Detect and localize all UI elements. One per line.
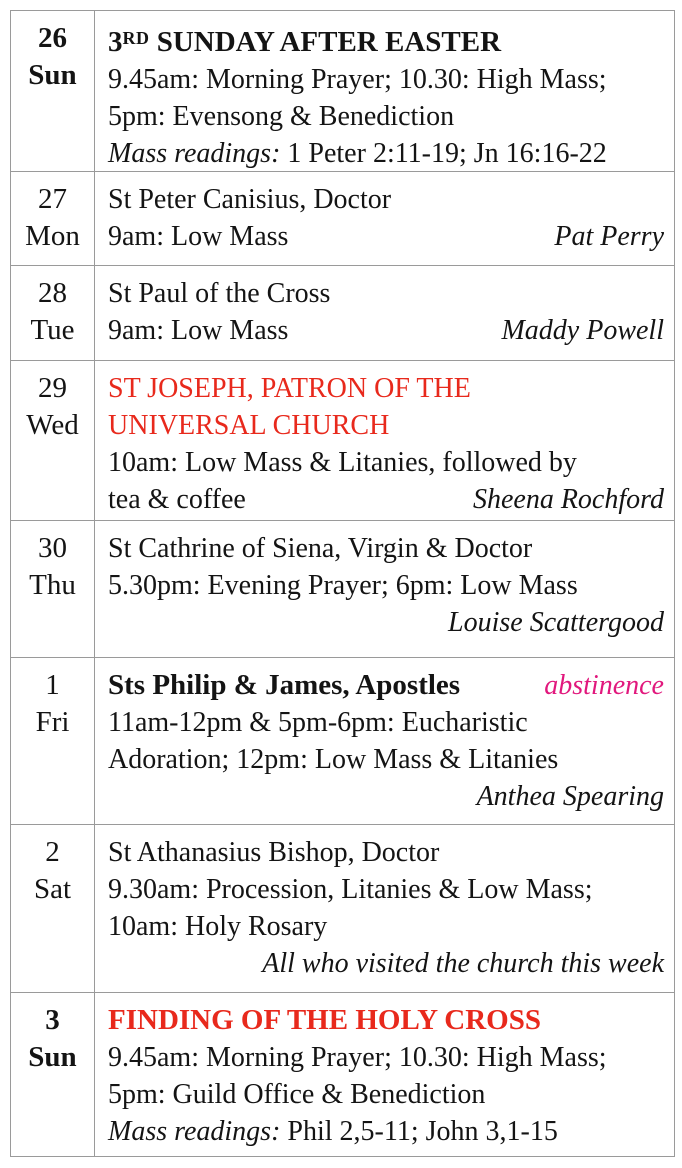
feast-title: St Athanasius Bishop, Doctor: [108, 837, 440, 868]
date-cell: [11, 172, 95, 265]
feast-title-line: [108, 667, 664, 704]
date-number: 27: [38, 183, 67, 215]
weekly-services-table: [10, 10, 675, 1157]
service-line: 9.30am: Procession, Litanies & Low Mass;: [108, 874, 593, 905]
feast-title: St Paul of the Cross: [108, 278, 331, 309]
service-time: 9am: Low Mass: [108, 221, 289, 252]
feast-title: St Cathrine of Siena, Virgin & Doctor: [108, 533, 533, 564]
mass-intention: All who visited the church this week: [262, 948, 664, 979]
mass-intention: Anthea Spearing: [476, 781, 664, 812]
date-number: 26: [38, 22, 67, 54]
service-line: Adoration; 12pm: Low Mass & Litanies: [108, 744, 559, 775]
content-cell: [95, 361, 674, 520]
date-number: 3: [45, 1004, 60, 1036]
feast-title-text: SUNDAY AFTER EASTER: [149, 25, 502, 58]
content-cell: [95, 658, 674, 824]
date-cell: [11, 658, 95, 824]
calendar-row-thu-30: [11, 521, 674, 658]
calendar-row-sun-3: [11, 993, 674, 1156]
service-time: 9am: Low Mass: [108, 315, 289, 346]
day-name: Sun: [28, 1041, 77, 1073]
date-cell: [11, 11, 95, 171]
date-number: 1: [45, 669, 60, 701]
service-line: 5pm: Evensong & Benediction: [108, 100, 455, 132]
service-line: [108, 312, 664, 349]
feast-title: St Peter Canisius, Doctor: [108, 184, 392, 215]
day-name: Thu: [29, 569, 76, 601]
feast-title-number: 3: [108, 25, 123, 58]
day-name: Wed: [26, 409, 79, 441]
service-line: 10am: Holy Rosary: [108, 911, 328, 942]
day-name: Sun: [28, 59, 77, 91]
date-cell: [11, 825, 95, 992]
calendar-row-fri-1: [11, 658, 674, 825]
calendar-row-sun-26: [11, 11, 674, 172]
content-cell: [95, 266, 674, 360]
service-line: 5pm: Guild Office & Benediction: [108, 1079, 486, 1110]
feast-title: Sts Philip & James, Apostles: [108, 669, 461, 701]
mass-readings-line: [108, 1113, 664, 1150]
content-cell: [95, 993, 674, 1156]
date-number: 28: [38, 277, 67, 309]
service-line: [108, 481, 664, 518]
service-line: 9.45am: Morning Prayer; 10.30: High Mass;: [108, 1042, 607, 1073]
date-cell: [11, 266, 95, 360]
day-name: Tue: [30, 314, 75, 346]
date-number: 29: [38, 372, 67, 404]
mass-readings-line: [108, 135, 664, 172]
service-line: [108, 218, 664, 255]
mass-readings-label: Mass readings:: [108, 137, 281, 169]
calendar-row-wed-29: [11, 361, 674, 521]
service-line: 5.30pm: Evening Prayer; 6pm: Low Mass: [108, 570, 578, 601]
feast-title-ordinal: RD: [122, 28, 150, 48]
service-line: 11am-12pm & 5pm-6pm: Eucharistic: [108, 707, 528, 738]
feast-title: [108, 20, 664, 61]
service-line: 9.45am: Morning Prayer; 10.30: High Mass;: [108, 63, 607, 95]
feast-title-continued: UNIVERSAL CHURCH: [108, 410, 390, 441]
mass-readings-refs: Phil 2,5-11; John 3,1-15: [280, 1116, 558, 1147]
date-cell: [11, 361, 95, 520]
content-cell: [95, 825, 674, 992]
calendar-row-tue-28: [11, 266, 674, 361]
day-name: Mon: [25, 220, 80, 252]
day-name: Sat: [33, 873, 72, 905]
mass-readings-refs: 1 Peter 2:11-19; Jn 16:16-22: [280, 137, 607, 169]
calendar-row-mon-27: [11, 172, 674, 266]
mass-intention: Louise Scattergood: [448, 607, 664, 638]
date-number: 30: [38, 532, 67, 564]
date-cell: [11, 993, 95, 1156]
feast-title: FINDING OF THE HOLY CROSS: [108, 1004, 541, 1036]
mass-intention: Maddy Powell: [501, 315, 664, 346]
mass-intention: Pat Perry: [554, 221, 664, 252]
mass-readings-label: Mass readings:: [108, 1116, 281, 1147]
service-line: 10am: Low Mass & Litanies, followed by: [108, 447, 577, 478]
mass-intention: Sheena Rochford: [472, 484, 664, 515]
date-cell: [11, 521, 95, 657]
content-cell: [95, 11, 674, 171]
service-time: tea & coffee: [108, 484, 246, 515]
date-number: 2: [45, 836, 60, 868]
day-name: Fri: [35, 706, 70, 738]
feast-title: ST JOSEPH, PATRON OF THE: [108, 373, 471, 404]
calendar-row-sat-2: [11, 825, 674, 993]
content-cell: [95, 172, 674, 265]
abstinence-note: abstinence: [544, 670, 664, 701]
content-cell: [95, 521, 674, 657]
